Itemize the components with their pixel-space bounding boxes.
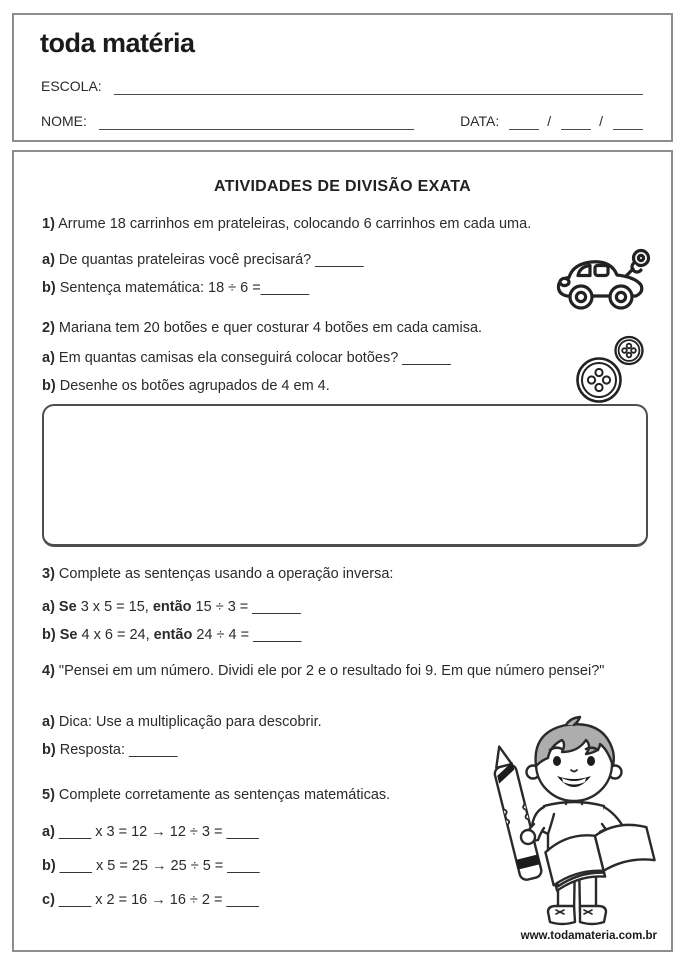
- question-4-part-b: b) Resposta: ______: [42, 742, 178, 758]
- date-label: DATA:: [460, 113, 500, 129]
- question-2-part-b: b) Desenhe os botões agrupados de 4 em 4.: [42, 378, 330, 394]
- question-5-part-b: b) ____ x 5 = 25 → 25 ÷ 5 = ____: [42, 858, 260, 874]
- part-label: b): [42, 742, 56, 758]
- name-label: NOME:: [41, 113, 87, 129]
- part-label: a): [42, 252, 55, 268]
- name-input-line[interactable]: [99, 114, 414, 130]
- date-slash: /: [547, 113, 552, 129]
- question-4-part-a: a) Dica: Use a multiplicação para descobrir.: [42, 714, 322, 730]
- question-3-part-a: a) Se 3 x 5 = 15, então 15 ÷ 3 = ______: [42, 599, 301, 615]
- question-5-number: 5): [42, 787, 55, 803]
- part-label: c): [42, 892, 55, 908]
- boy-with-crayon-and-book-illustration: [478, 710, 670, 934]
- date-day-line[interactable]: [509, 114, 539, 130]
- question-3-number: 3): [42, 566, 55, 582]
- date-slash: /: [599, 113, 603, 129]
- part-label: a): [42, 599, 55, 615]
- question-3: 3) Complete as sentenças usando a operação inversa:: [42, 566, 394, 582]
- worksheet-title: ATIVIDADES DE DIVISÃO EXATA: [213, 178, 471, 195]
- school-input-line[interactable]: [114, 79, 643, 95]
- school-label: ESCOLA:: [41, 78, 102, 94]
- part-label: b): [42, 280, 56, 296]
- name-date-row: [41, 110, 643, 130]
- brand-logo: toda matéria: [40, 28, 195, 58]
- part-label: b): [42, 378, 56, 394]
- question-5-part-c: c) ____ x 2 = 16 → 16 ÷ 2 = ____: [42, 892, 259, 908]
- question-2-part-a: a) Em quantas camisas ela conseguirá colocar botões? ______: [42, 350, 451, 366]
- worksheet-panel: [12, 150, 673, 952]
- part-label: a): [42, 824, 55, 840]
- date-month-line[interactable]: [561, 114, 591, 130]
- question-2-number: 2): [42, 320, 55, 336]
- question-1-number: 1): [42, 216, 55, 232]
- drawing-answer-box[interactable]: [42, 404, 648, 547]
- question-1: 1) Arrume 18 carrinhos em prateleiras, colocando 6 carrinhos em cada uma.: [42, 216, 532, 232]
- question-5-part-a: a) ____ x 3 = 12 → 12 ÷ 3 = ____: [42, 824, 259, 840]
- wind-up-key-icon: [625, 251, 649, 278]
- question-1-part-b: b) Sentença matemática: 18 ÷ 6 =______: [42, 280, 310, 296]
- part-label: a): [42, 714, 55, 730]
- part-label: a): [42, 350, 55, 366]
- school-row: [41, 75, 643, 95]
- date-year-line[interactable]: [613, 114, 643, 130]
- footer-url: www.todamateria.com.br: [520, 930, 657, 942]
- toy-car-illustration: [554, 246, 656, 314]
- question-1-part-a: a) De quantas prateleiras você precisará? ______: [42, 252, 364, 268]
- question-5: 5) Complete corretamente as sentenças matemáticas.: [42, 787, 391, 803]
- part-label: b): [42, 627, 56, 643]
- question-4: 4) "Pensei em um número. Dividi ele por 2 e o resultado foi 9. Em que número pensei?": [42, 663, 605, 679]
- question-2: 2) Mariana tem 20 botões e quer costurar 4 botões em cada camisa.: [42, 320, 483, 336]
- part-label: b): [42, 858, 56, 874]
- header-panel: [12, 13, 673, 142]
- question-3-part-b: b) Se 4 x 6 = 24, então 24 ÷ 4 = ______: [42, 627, 302, 643]
- sewing-buttons-illustration: [570, 334, 648, 408]
- question-4-number: 4): [42, 663, 55, 679]
